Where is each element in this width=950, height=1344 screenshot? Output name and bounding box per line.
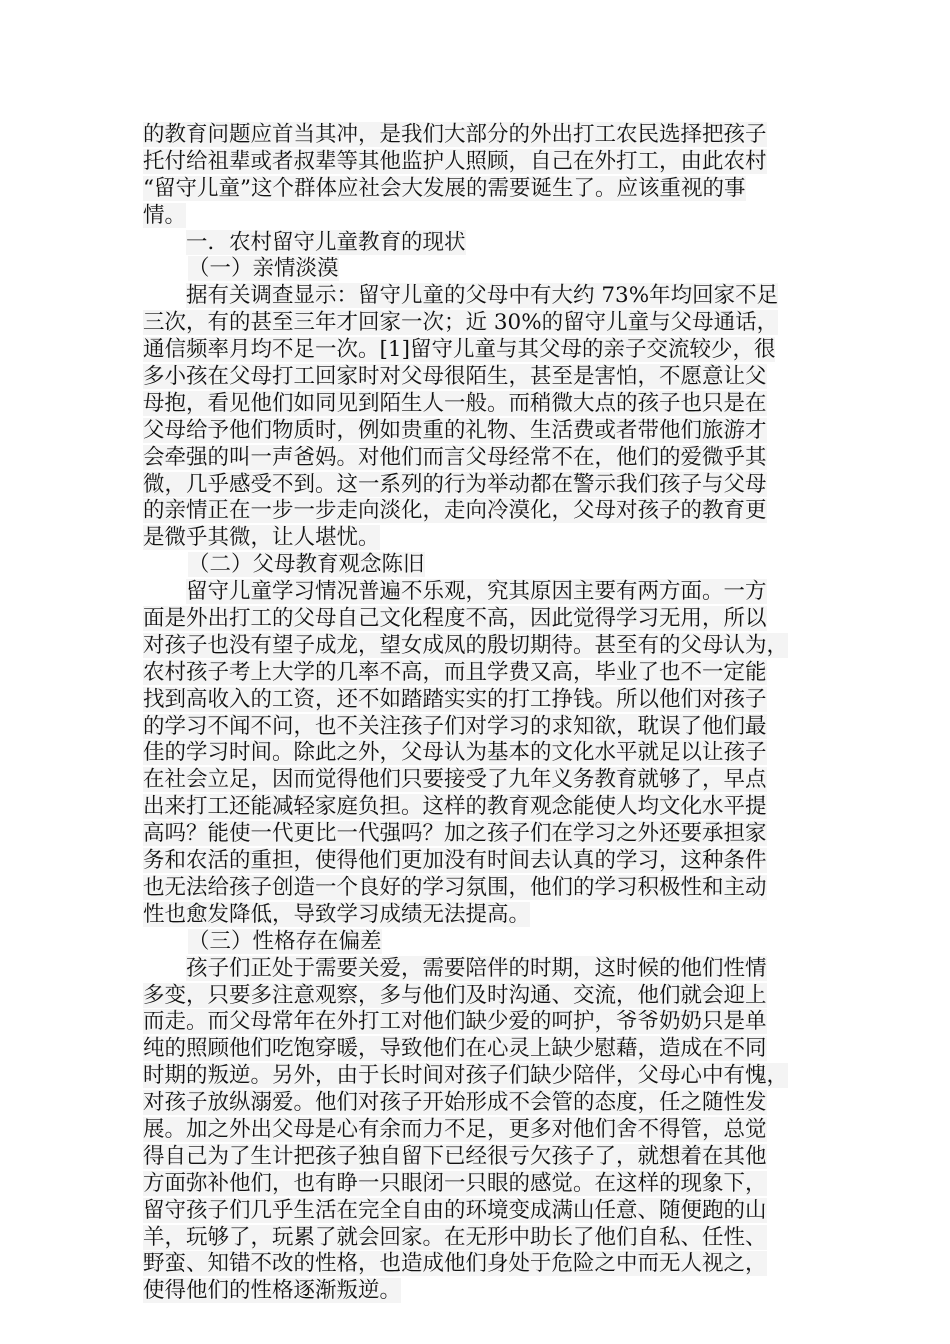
section-heading: [143, 929, 833, 956]
text-line: [143, 149, 833, 176]
line-text: 性也愈发降低，导致学习成绩无法提高。: [143, 901, 531, 927]
line-text: 托付给祖辈或者叔辈等其他监护人照顾，自己在外打工，由此农村: [143, 148, 767, 174]
line-text: 高吗？能使一代更比一代强吗？加之孩子们在学习之外还要承担家: [143, 821, 767, 847]
text-line: [143, 1251, 833, 1278]
paragraph-first-line: [143, 230, 833, 257]
line-text: 据有关调查显示：留守儿童的父母中有大约 73%年均回家不足: [186, 283, 779, 309]
text-line: [143, 794, 833, 821]
text-line: [143, 122, 833, 149]
line-text: 面是外出打工的父母自己文化程度不高，因此觉得学习无用，所以: [143, 606, 767, 632]
line-text: 留守孩子们几乎生活在完全自由的环境变成满山任意、随便跑的山: [143, 1197, 767, 1223]
text-line: [143, 660, 833, 687]
line-text: 的学习不闻不问，也不关注孩子们对学习的求知欲，耽误了他们最: [143, 713, 767, 739]
line-text: （三）性格存在偏差: [188, 928, 382, 954]
line-text: 农村孩子考上大学的几率不高，而且学费又高，毕业了也不一定能: [143, 659, 767, 685]
line-text: 野蛮、知错不改的性格，也造成他们身处于危险之中而无人视之，: [143, 1251, 767, 1277]
section-heading: [143, 256, 833, 283]
line-text: 孩子们正处于需要关爱，需要陪伴的时期，这时候的他们性情: [186, 955, 767, 981]
text-line: [143, 176, 833, 203]
line-text: 的亲情正在一步一步走向淡化，走向冷漠化，父母对孩子的教育更: [143, 498, 767, 524]
line-text: “留守儿童”这个群体应社会大发展的需要诞生了。应该重视的事: [143, 175, 746, 201]
line-text: 通信频率月均不足一次。[1]留守儿童与其父母的亲子交流较少，很: [143, 337, 776, 363]
line-text: 得自己为了生计把孩子独自留下已经很亏欠孩子了，就想着在其他: [143, 1143, 767, 1169]
text-line: [143, 902, 833, 929]
paragraph-first-line: [143, 579, 833, 606]
text-line: [143, 1198, 833, 1225]
line-text: 方面弥补他们，也有睁一只眼闭一只眼的感觉。在这样的现象下，: [143, 1170, 767, 1196]
text-line: [143, 472, 833, 499]
line-text: 的教育问题应首当其冲，是我们大部分的外出打工农民选择把孩子: [143, 122, 767, 147]
line-text: 佳的学习时间。除此之外，父母认为基本的文化水平就足以让孩子: [143, 740, 767, 766]
text-line: [143, 821, 833, 848]
line-text: 羊，玩够了，玩累了就会回家。在无形中助长了他们自私、任性、: [143, 1224, 767, 1250]
line-text: 留守儿童学习情况普遍不乐观，究其原因主要有两方面。一方: [186, 579, 767, 605]
line-text: 使得他们的性格逐渐叛逆。: [143, 1278, 402, 1304]
line-text: 时期的叛逆。另外，由于长时间对孩子们缺少陪伴，父母心中有愧，: [143, 1063, 789, 1089]
text-line: [143, 310, 833, 337]
text-line: [143, 525, 833, 552]
text-line: [143, 767, 833, 794]
text-line: [143, 1063, 833, 1090]
line-text: 找到高收入的工资，还不如踏踏实实的打工挣钱。所以他们对孩子: [143, 686, 767, 712]
line-text: 纯的照顾他们吃饱穿暖，导致他们在心灵上缺少慰藉，造成在不同: [143, 1036, 767, 1062]
line-text: （二）父母教育观念陈旧: [188, 552, 425, 578]
paragraph-first-line: [143, 956, 833, 983]
text-line: [143, 391, 833, 418]
text-line: [143, 418, 833, 445]
text-line: [143, 445, 833, 472]
line-text: 出来打工还能减轻家庭负担。这样的教育观念能使人均文化水平提: [143, 794, 767, 820]
line-text: 三次，有的甚至三年才回家一次；近 30%的留守儿童与父母通话，: [143, 310, 779, 336]
line-text: 情。: [143, 202, 187, 228]
text-line: [143, 983, 833, 1010]
line-text: 是微乎其微，让人堪忧。: [143, 525, 380, 551]
line-text: 展。加之外出父母是心有余而力不足，更多对他们舍不得管，总觉: [143, 1116, 767, 1142]
text-line: [143, 337, 833, 364]
line-text: 多变，只要多注意观察，多与他们及时沟通、交流，他们就会迎上: [143, 982, 767, 1008]
line-text: 多小孩在父母打工回家时对父母很陌生，甚至是害怕，不愿意让父: [143, 364, 767, 390]
line-text: 而走。而父母常年在外打工对他们缺少爱的呵护，爷爷奶奶只是单: [143, 1009, 767, 1035]
line-text: 父母给予他们物质时，例如贵重的礼物、生活费或者带他们旅游才: [143, 417, 767, 443]
line-text: 会牵强的叫一声爸妈。对他们而言父母经常不在，他们的爱微乎其: [143, 444, 767, 470]
text-line: [143, 203, 833, 230]
line-text: 也无法给孩子创造一个良好的学习氛围，他们的学习积极性和主动: [143, 874, 767, 900]
text-line: [143, 714, 833, 741]
line-text: 对孩子也没有望子成龙，望女成凤的殷切期待。甚至有的父母认为，: [143, 632, 789, 658]
text-line: [143, 364, 833, 391]
text-line: [143, 1225, 833, 1252]
text-line: [143, 606, 833, 633]
line-text: 对孩子放纵溺爱。他们对孩子开始形成不会管的态度，任之随性发: [143, 1090, 767, 1116]
line-text: 微，几乎感受不到。这一系列的行为举动都在警示我们孩子与父母: [143, 471, 767, 497]
text-line: [143, 848, 833, 875]
text-line: [143, 740, 833, 767]
line-text: 在社会立足，因而觉得他们只要接受了九年义务教育就够了，早点: [143, 767, 767, 793]
text-line: [143, 633, 833, 660]
text-line: [143, 687, 833, 714]
document-body: [143, 122, 833, 1305]
text-line: [143, 1171, 833, 1198]
paragraph-first-line: [143, 283, 833, 310]
text-line: [143, 1117, 833, 1144]
text-line: [143, 498, 833, 525]
line-text: （一）亲情淡漠: [188, 256, 339, 282]
text-line: [143, 1036, 833, 1063]
line-text: 母抱，看见他们如同见到陌生人一般。而稍微大点的孩子也只是在: [143, 390, 767, 416]
line-text: 务和农活的重担，使得他们更加没有时间去认真的学习，这种条件: [143, 848, 767, 874]
text-line: [143, 1278, 833, 1305]
section-heading: [143, 552, 833, 579]
text-line: [143, 875, 833, 902]
line-text: 一．农村留守儿童教育的现状: [186, 229, 466, 255]
text-line: [143, 1144, 833, 1171]
text-line: [143, 1090, 833, 1117]
text-line: [143, 1009, 833, 1036]
